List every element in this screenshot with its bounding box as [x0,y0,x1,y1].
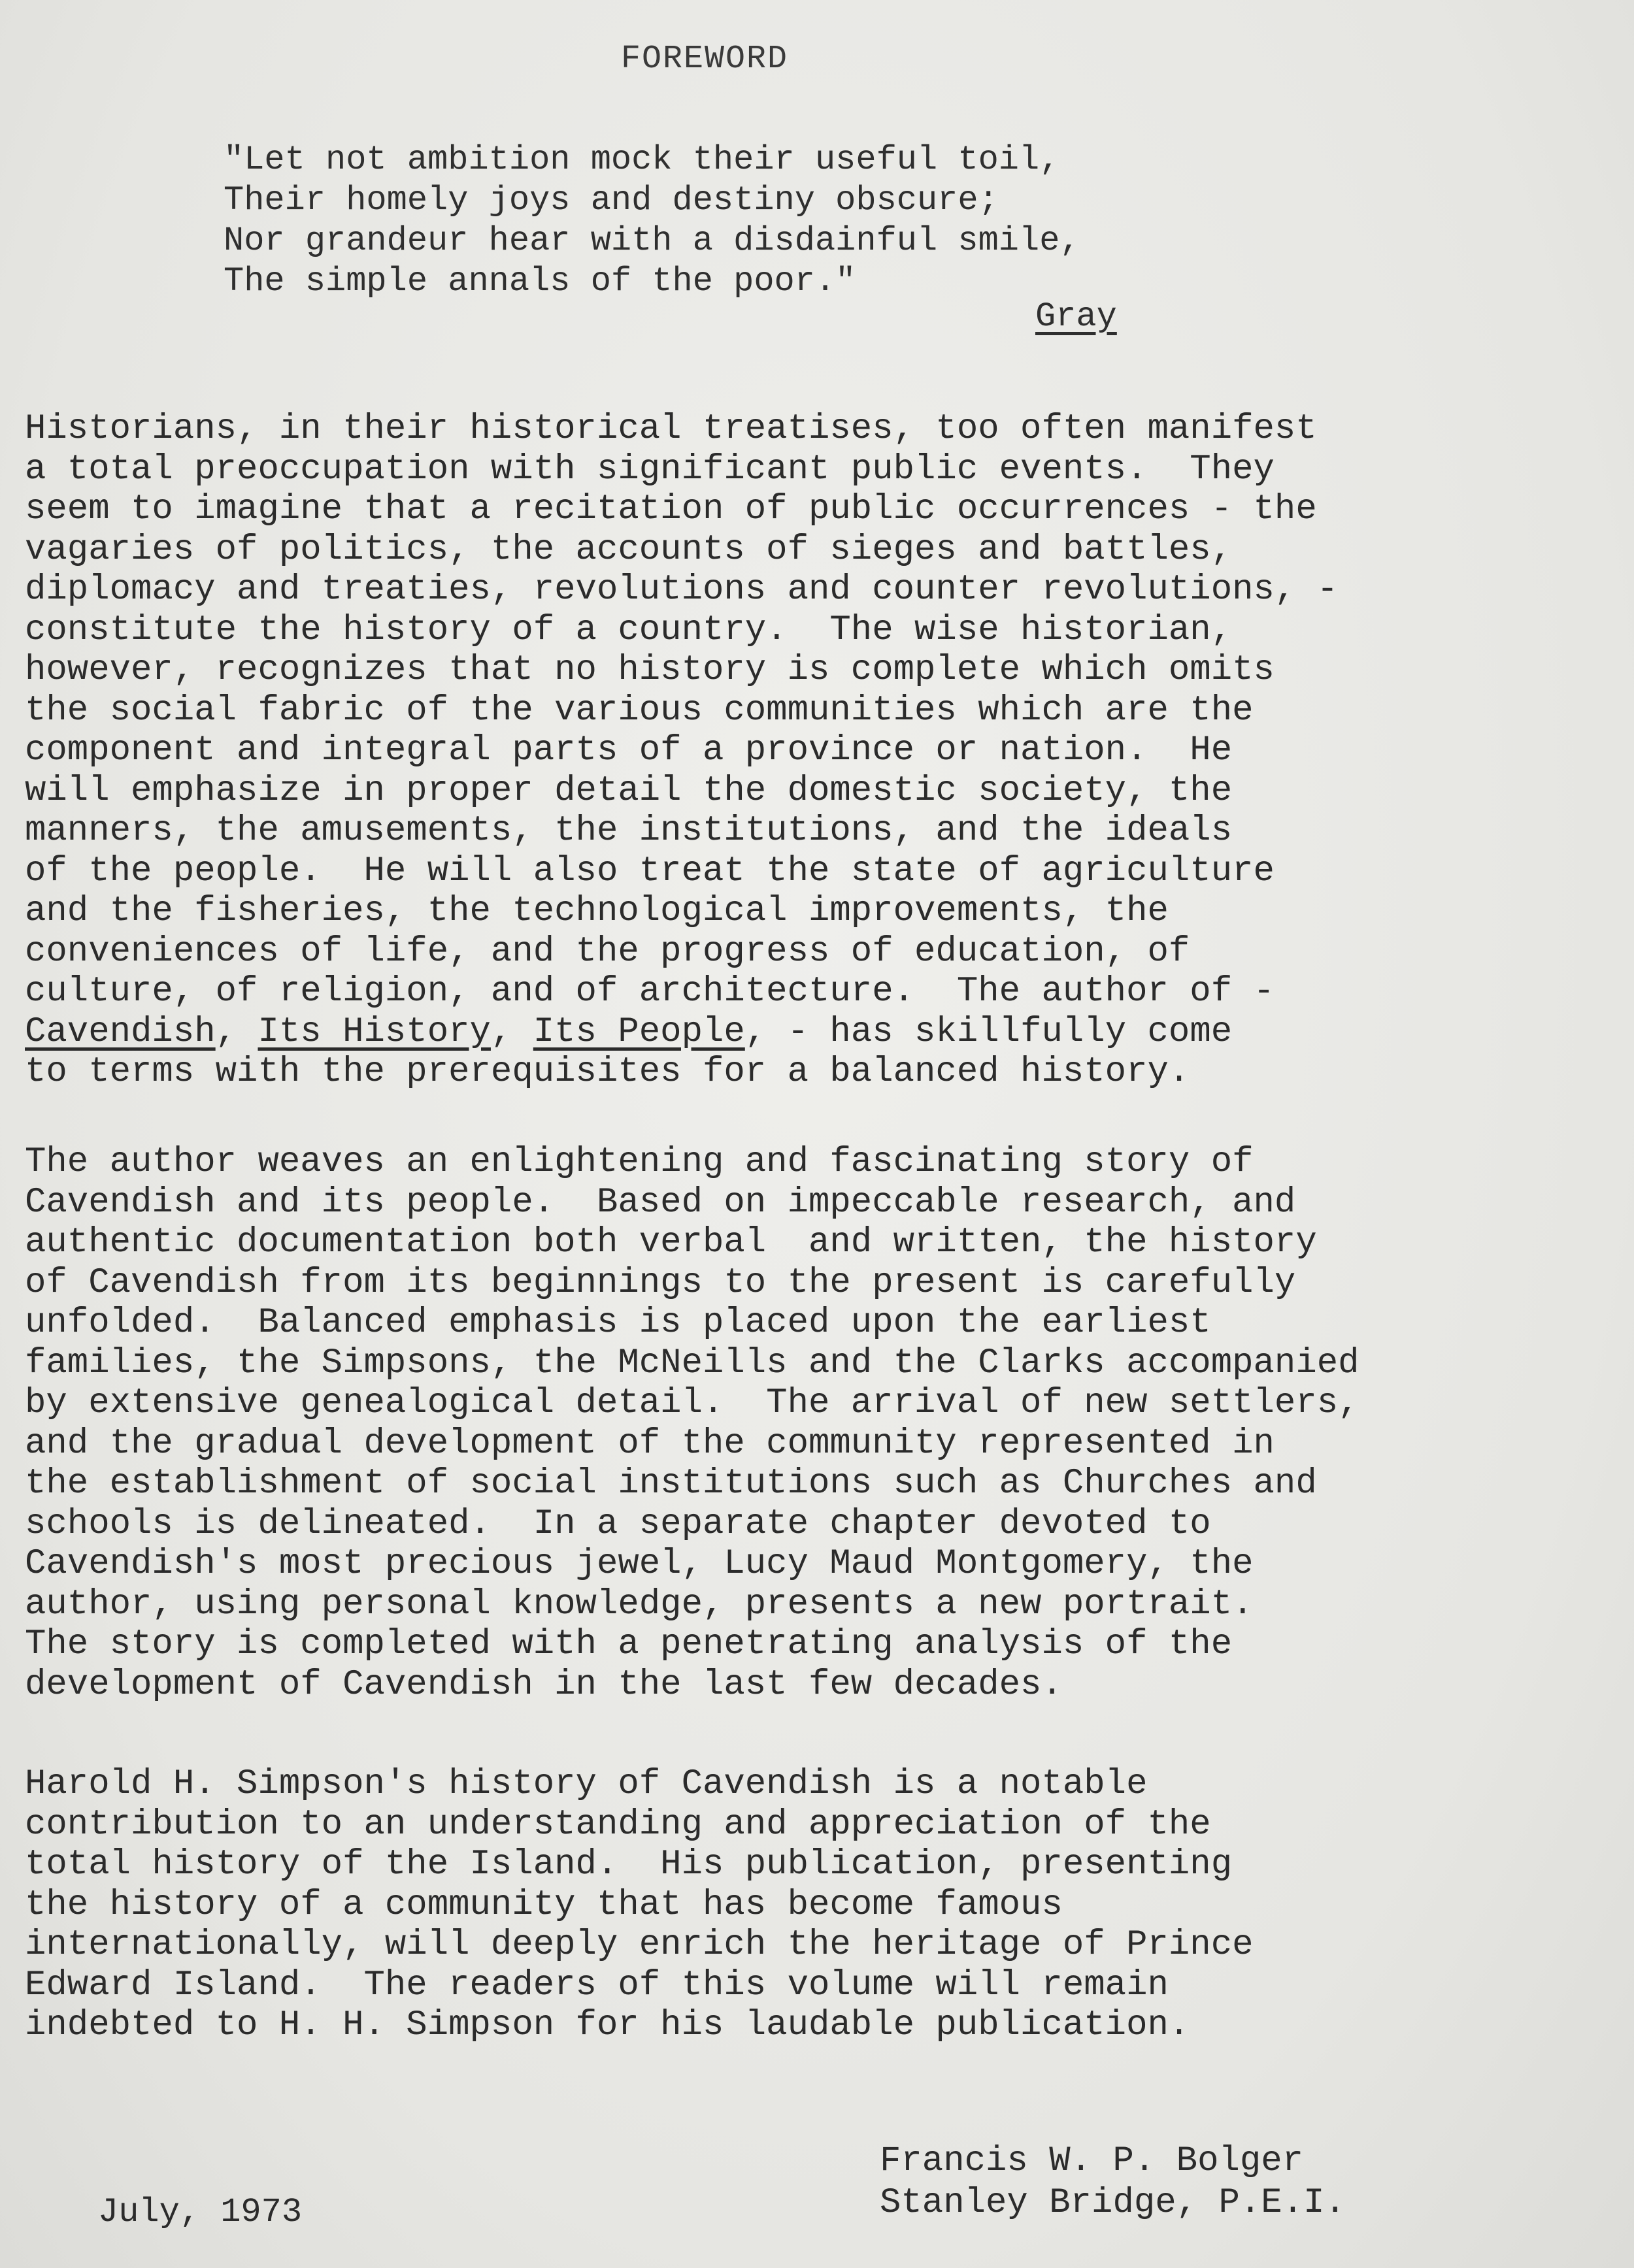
epigraph [224,140,1080,302]
epigraph-line: "Let not ambition mock their useful toil, [224,140,1060,179]
text-line: authentic documentation both verbal and written, the history [25,1223,1317,1262]
text-line: the history of a community that has become famous [25,1884,1063,1925]
book-title-history: Its History [258,1011,491,1052]
text-line: component and integral parts of a province or nation. He [25,731,1233,770]
text-line: of the people. He will also treat the state of agriculture [25,851,1275,891]
text-line: internationally, will deeply enrich the heritage of Prince [25,1925,1254,1965]
separator: , [215,1011,258,1052]
text-line: contribution to an understanding and appreciation of the [25,1804,1211,1845]
paragraph-2 [25,1142,1607,1705]
text-line: however, recognizes that no history is complete which omits [25,650,1275,690]
text-line: a total preoccupation with significant public events. They [25,449,1275,489]
page-title: FOREWORD [621,41,789,78]
text-line: Edward Island. The readers of this volume will remain [25,1965,1169,2005]
epigraph-line: Their homely joys and destiny obscure; [224,181,999,220]
epigraph-line: The simple annals of the poor." [224,262,856,301]
text-line: The story is completed with a penetrating analysis of the [25,1624,1233,1664]
text-line: author, using personal knowledge, presents a new portrait. [25,1584,1254,1624]
text-line: and the fisheries, the technological improvements, the [25,891,1169,931]
text-line: the establishment of social institutions such as Churches and [25,1464,1317,1504]
date: July, 1973 [98,2193,303,2231]
signature-block [880,2141,1346,2224]
text-line: seem to imagine that a recitation of public occurrences - the [25,489,1317,529]
text-line: Historians, in their historical treatises, too often manifest [25,409,1317,449]
text-line: will emphasize in proper detail the domestic society, the [25,770,1233,811]
text-line-tail: , - has skillfully come [744,1011,1233,1052]
signature-name: Francis W. P. Bolger [880,2141,1304,2181]
text-line: of Cavendish from its beginnings to the present is carefully [25,1262,1296,1303]
text-line: and the gradual development of the community represented in [25,1423,1275,1464]
text-line: conveniences of life, and the progress of education, of [25,931,1190,972]
separator: , [490,1011,533,1052]
book-title-line [25,1012,1607,1053]
text-line: diplomacy and treaties, revolutions and counter revolutions, - [25,570,1339,610]
paragraph-3 [25,1764,1607,2046]
text-line: schools is delineated. In a separate chapter devoted to [25,1504,1211,1544]
text-line: total history of the Island. His publication, presenting [25,1845,1233,1884]
epigraph-attribution: Gray [1035,297,1117,336]
text-line: unfolded. Balanced emphasis is placed upon the earliest [25,1303,1211,1343]
text-line: Harold H. Simpson's history of Cavendish is a notable [25,1764,1148,1804]
text-line: The author weaves an enlightening and fascinating story of [25,1142,1254,1182]
text-line: constitute the history of a country. The wise historian, [25,610,1233,650]
book-title-people: Its People [533,1011,745,1052]
paragraph-1 [25,409,1607,1093]
text-line: manners, the amusements, the institutions, and the ideals [25,811,1233,851]
text-line: culture, of religion, and of architecture. The author of - [25,972,1275,1011]
text-line: indebted to H. H. Simpson for his laudable publication. [25,2005,1190,2045]
text-line: families, the Simpsons, the McNeills and the Clarks accompanied [25,1343,1359,1383]
text-line: Cavendish and its people. Based on impeccable research, and [25,1182,1296,1223]
epigraph-line: Nor grandeur hear with a disdainful smile, [224,222,1080,260]
text-line: vagaries of politics, the accounts of sieges and battles, [25,529,1233,570]
text-line: development of Cavendish in the last few decades. [25,1664,1063,1705]
signature-location: Stanley Bridge, P.E.I. [880,2183,1346,2223]
book-title-cavendish: Cavendish [25,1011,216,1052]
text-line: by extensive genealogical detail. The arrival of new settlers, [25,1383,1359,1423]
text-line: the social fabric of the various communities which are the [25,690,1254,731]
text-line: to terms with the prerequisites for a balanced history. [25,1052,1190,1092]
text-line: Cavendish's most precious jewel, Lucy Maud Montgomery, the [25,1544,1254,1584]
